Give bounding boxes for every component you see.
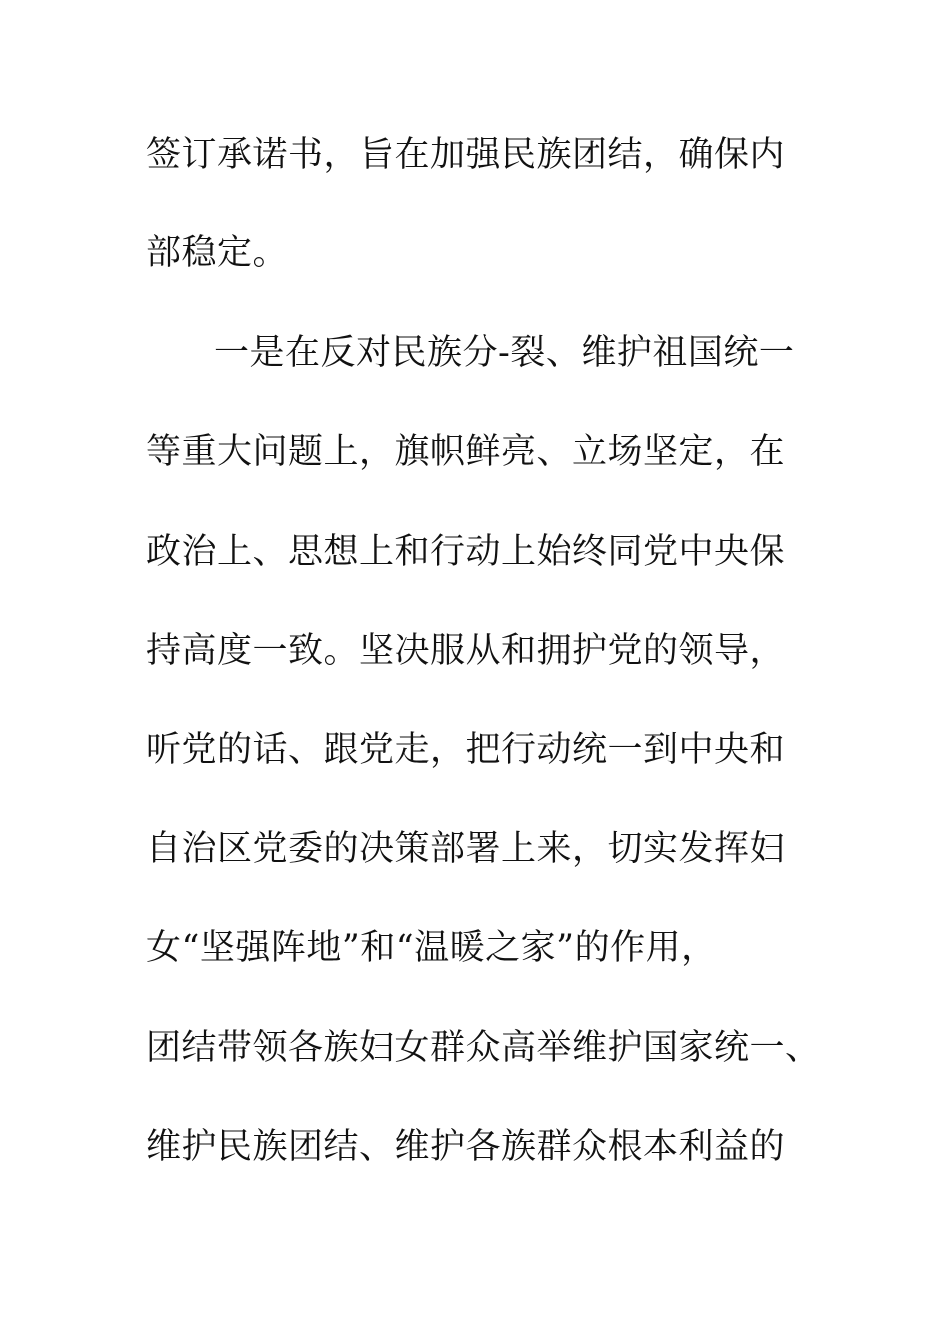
text-line: 女“坚强阵地”和“温暖之家”的作用， <box>146 928 717 968</box>
text-line: 持高度一致。坚决服从和拥护党的领导， <box>146 631 786 671</box>
text-line: 部稳定。 <box>146 233 289 273</box>
text-line: 等重大问题上，旗帜鲜亮、立场坚定，在 <box>146 432 786 472</box>
paragraph-first-line: 一是在反对民族分-裂、维护祖国统一 <box>214 333 795 373</box>
text-line: 听党的话、跟党走，把行动统一到中央和 <box>146 730 786 770</box>
text-line: 签订承诺书，旨在加强民族团结，确保内 <box>146 135 786 175</box>
text-line: 自治区党委的决策部署上来，切实发挥妇 <box>146 829 786 869</box>
text-line: 团结带领各族妇女群众高举维护国家统一、 <box>146 1028 821 1068</box>
text-line: 维护民族团结、维护各族群众根本利益的 <box>146 1127 786 1167</box>
text-line: 政治上、思想上和行动上始终同党中央保 <box>146 532 786 572</box>
